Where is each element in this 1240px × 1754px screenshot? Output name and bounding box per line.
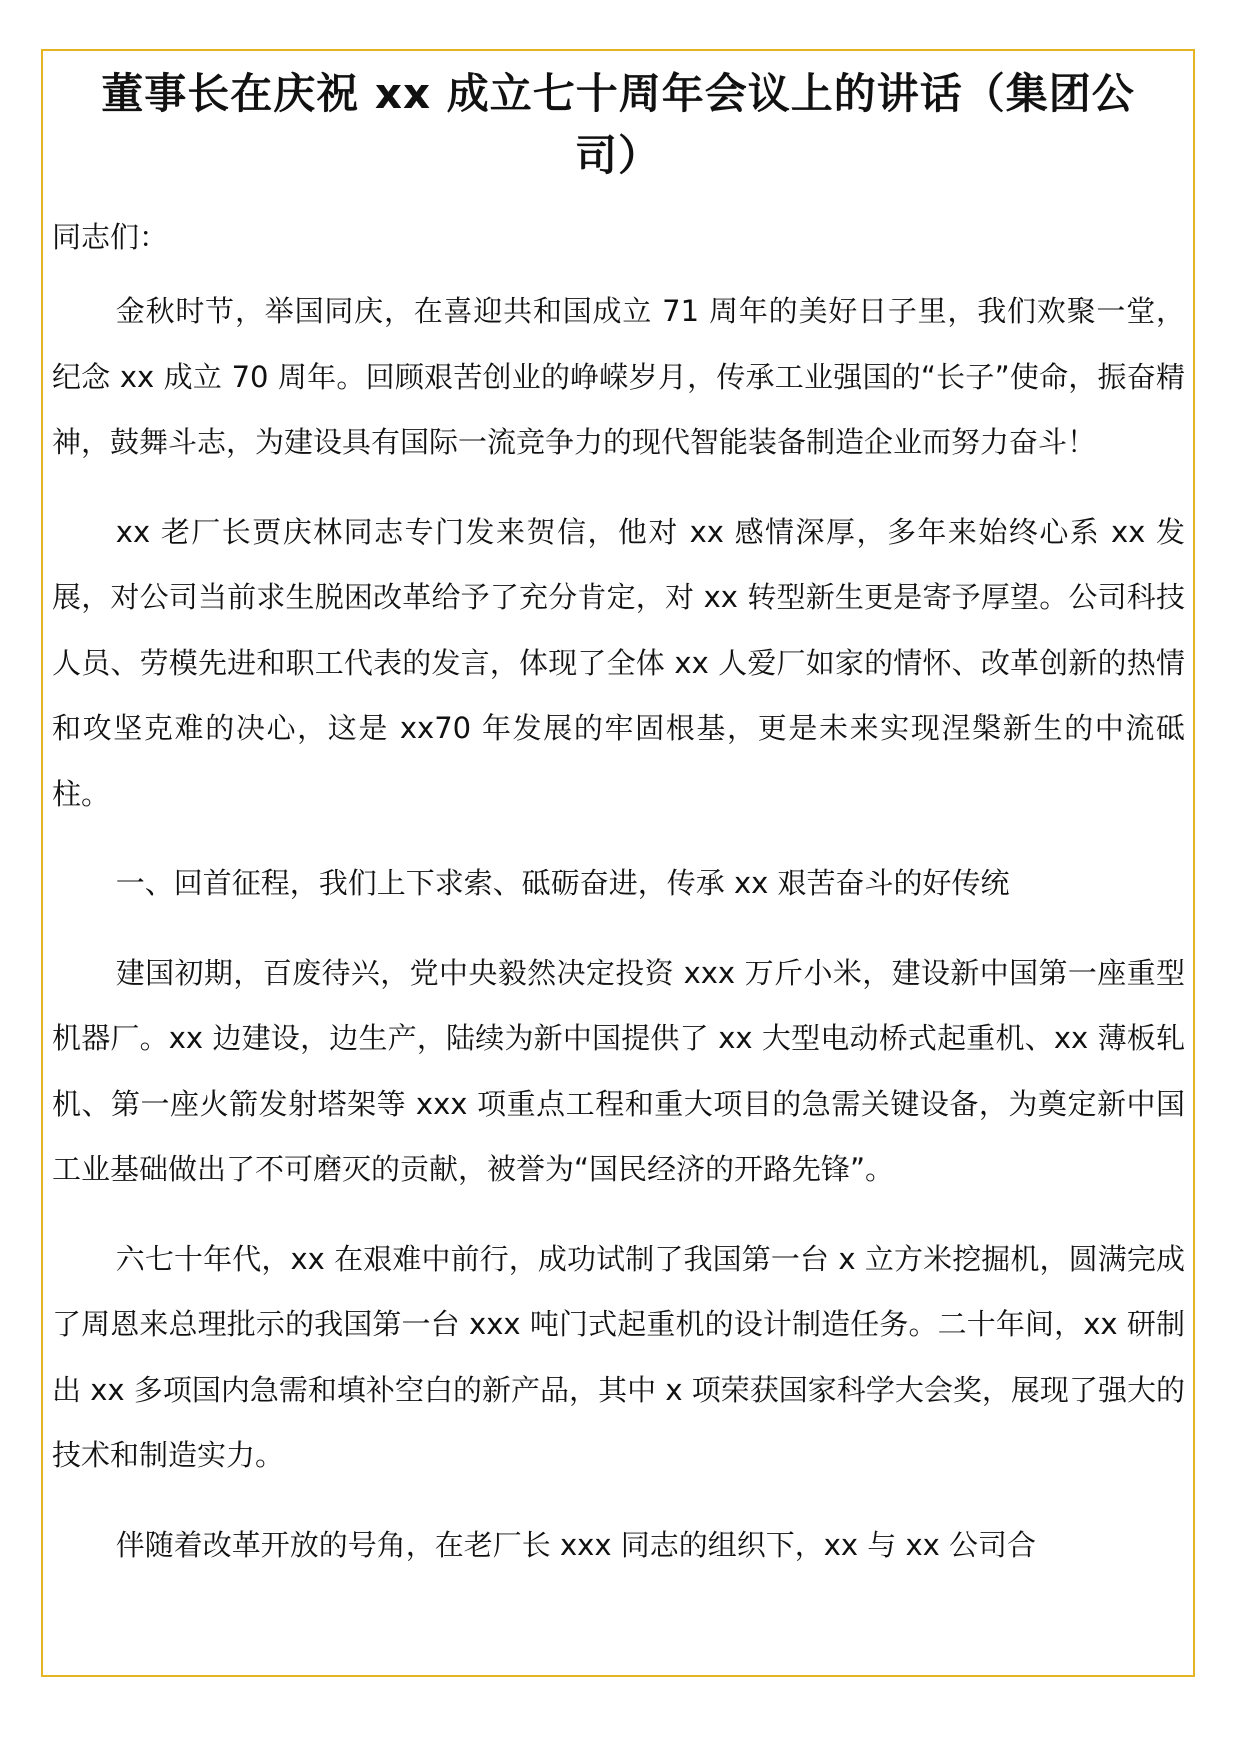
paragraph-2: xx 老厂长贾庆林同志专门发来贺信，他对 xx 感情深厚，多年来始终心系 xx 发展，对公司当前求生脱困改革给予了充分肯定，对 xx 转型新生更是寄予厚望。公司科技人员、劳模先进和职工代表的发言，体现了全体 xx 人爱厂如家的情怀、改革创新的热情和攻坚克难的决心，这是 xx70 年发展的牢固根基，更是未来实现涅槃新生的中流砥柱。 xyxy=(52,514,1185,811)
section-heading-1: 一、回首征程，我们上下求索、砥砺奋进，传承 xx 艰苦奋斗的好传统 xyxy=(115,866,1010,900)
paragraph-1: 金秋时节，举国同庆，在喜迎共和国成立 71 周年的美好日子里，我们欢聚一堂，纪念 xx 成立 70 周年。回顾艰苦创业的峥嵘岁月，传承工业强国的“长子”使命，振奋精神，鼓舞斗志，为建设具有国际一流竞争力的现代智能装备制造企业而努力奋斗！ xyxy=(52,294,1185,459)
salutation: 同志们： xyxy=(52,220,169,254)
document-title: 董事长在庆祝 xx 成立七十周年会议上的讲话（集团公司） xyxy=(101,69,1135,180)
page-frame xyxy=(41,49,1195,1677)
paragraph-5: 伴随着改革开放的号角，在老厂长 xxx 同志的组织下，xx 与 xx 公司合 xyxy=(115,1527,1037,1562)
paragraph-4: 六七十年代，xx 在艰难中前行，成功试制了我国第一台 x 立方米挖掘机，圆满完成了周恩来总理批示的我国第一台 xxx 吨门式起重机的设计制造任务。二十年间，xx 研制出 xx 多项国内急需和填补空白的新产品，其中 x 项荣获国家科学大会奖，展现了强大的技术和制造实力。 xyxy=(52,1241,1185,1472)
paragraph-3: 建国初期，百废待兴，党中央毅然决定投资 xxx 万斤小米，建设新中国第一座重型机器厂。xx 边建设，边生产，陆续为新中国提供了 xx 大型电动桥式起重机、xx 薄板轧机、第一座火箭发射塔架等 xxx 项重点工程和重大项目的急需关键设备，为奠定新中国工业基础做出了不可磨灭的贡献，被誉为“国民经济的开路先锋”。 xyxy=(52,955,1185,1186)
